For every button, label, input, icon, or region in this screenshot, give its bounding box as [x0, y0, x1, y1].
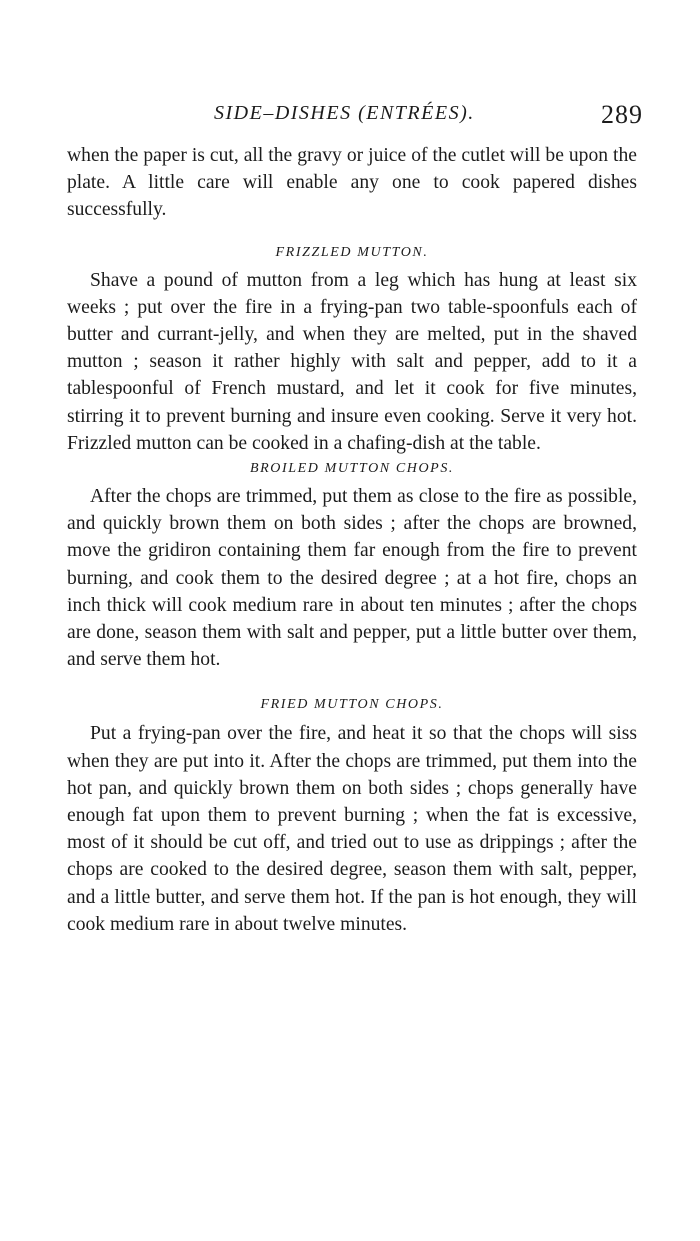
book-page: [67, 100, 643, 938]
running-header: [67, 100, 643, 142]
recipe-body-broiled-mutton-chops: After the chops are trimmed, put them as close to the fire as possible, and quickly brown them on both sides ; after the chops are browned, move the gridiron containing them far enough from the fire to prevent burning, and cook them to the desired degree ; at a hot fire, chops an inch thick will cook medium rare in about ten minutes ; after the chops are done, season them with salt and pepper, put a little butter over them, and serve them hot.: [67, 486, 637, 671]
recipe-body-fried-mutton-chops: Put a frying-pan over the fire, and heat it so that the chops will siss when they are put into it. After the chops are trimmed, put them into the hot pan, and quickly brown them on both sides ; chops generally have enough fat upon them to prevent burning ; when the fat is excessive, most of it should be cut off, and tried out to use as drippings ; after the chops are cooked to the desired degree, season them with salt, pepper, and a little butter, and serve them hot. If the pan is hot enough, they will cook medium rare in about twelve minutes.: [67, 723, 637, 935]
continuation-paragraph: when the paper is cut, all the gravy or juice of the cutlet will be upon the plate. A little care will enable any one to cook papered dishes successfully.: [67, 145, 637, 221]
recipe-body-frizzled-mutton: Shave a pound of mutton from a leg which has hung at least six weeks ; put over the fire in a frying-pan two table-spoonfuls each of butter and currant-jelly, and when they are melted, put in the shaved mutton ; season it rather highly with salt and pepper, add to it a tablespoonful of French mustard, and let it cook for five minutes, stirring it to prevent burning and insure even cooking. Serve it very hot. Frizzled mutton can be cooked in a chafing-dish at the table.: [67, 269, 637, 454]
recipe-heading-frizzled-mutton: FRIZZLED MUTTON.: [275, 244, 429, 260]
page-number: 289: [601, 100, 643, 129]
recipe-heading-fried-mutton-chops: FRIED MUTTON CHOPS.: [260, 697, 444, 713]
recipe-heading-broiled-mutton-chops: BROILED MUTTON CHOPS.: [249, 461, 455, 477]
running-title: SIDE–DISHES (ENTRÉES).: [214, 102, 475, 124]
